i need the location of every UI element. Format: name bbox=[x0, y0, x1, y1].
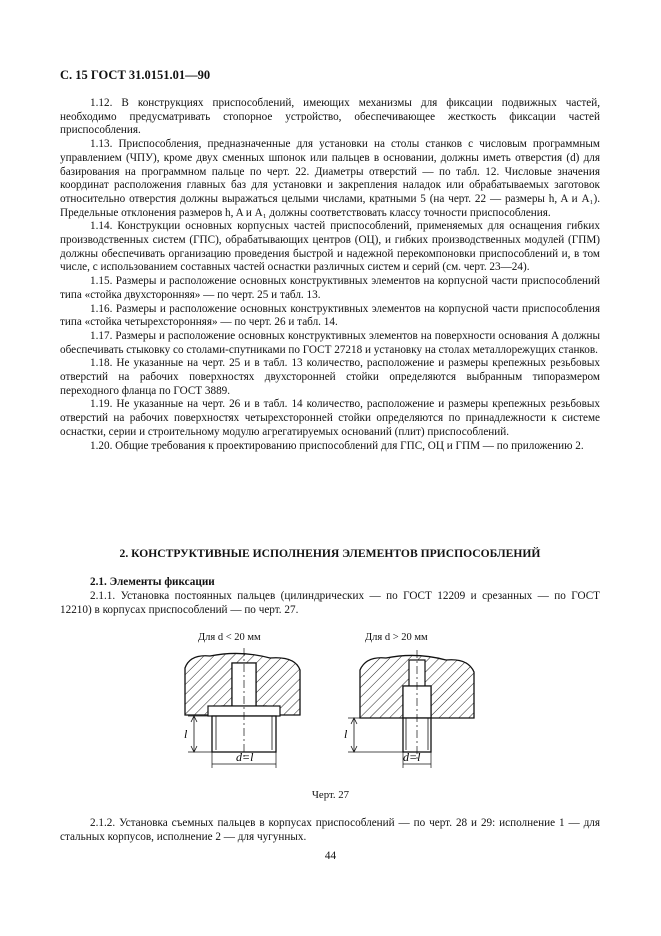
right-dim-l: l bbox=[344, 727, 348, 741]
body-text bbox=[60, 97, 600, 453]
left-figure-caption: Для d < 20 мм bbox=[198, 632, 261, 643]
left-dim-d: d=l bbox=[236, 750, 254, 764]
page-header: С. 15 ГОСТ 31.0151.01—90 bbox=[60, 68, 211, 82]
paragraph-2-1-1-block bbox=[60, 590, 600, 617]
paragraph-1-15: 1.15. Размеры и расположение основных конструктивных элементов на корпусной части приспособлений типа «стойка двухсторонняя» — по черт. 25 и табл. 13. bbox=[60, 275, 600, 301]
paragraph-1-19: 1.19. Не указанные на черт. 26 и в табл. 14 количество, расположение и размеры крепежных резьбовых отверстий на рабочих поверхностях четырехсторонней стойки определяются по принадлежности к системе оснастки, серии и строительному модулю агрегатируемых оснований (плит) приспособлений. bbox=[60, 398, 600, 438]
paragraph-2-1-1: 2.1.1. Установка постоянных пальцев (цилиндрических — по ГОСТ 12209 и срезанных — по ГОСТ 12210) в корпусах приспособлений — по черт. 27. bbox=[60, 590, 600, 616]
paragraph-1-17: 1.17. Размеры и расположение основных конструктивных элементов на поверхности основания А должны обеспечивать стыковку со столами-спутниками по ГОСТ 27218 и установку на столах металлорежущих станков. bbox=[60, 329, 600, 356]
paragraph-1-12: 1.12. В конструкциях приспособлений, имеющих механизмы для фиксации подвижных частей, необходимо предусматривать стопорное устройство, обеспечивающее жесткость фиксации частей приспособления. bbox=[60, 97, 600, 137]
paragraph-1-18: 1.18. Не указанные на черт. 25 и в табл. 13 количество, расположение и размеры крепежных резьбовых отверстий на рабочих поверхностях двухсторонней стойки определяются выбранным типоразмером переходного фланца по ГОСТ 3889. bbox=[60, 357, 600, 397]
paragraph-1-20: 1.20. Общие требования к проектированию приспособлений для ГПС, ОЦ и ГПМ — по приложению 2. bbox=[90, 439, 584, 452]
page-number: 44 bbox=[324, 850, 337, 862]
paragraph-2-1-2: 2.1.2. Установка съемных пальцев в корпусах приспособлений — по черт. 28 и 29: исполнение 1 — для стальных корпусов, исполнение 2 — для чугунных. bbox=[60, 817, 600, 843]
section-title: 2. КОНСТРУКТИВНЫЕ ИСПОЛНЕНИЯ ЭЛЕМЕНТОВ ПРИСПОСОБЛЕНИЙ bbox=[119, 547, 541, 560]
figure-27-drawing bbox=[170, 640, 500, 780]
paragraph-1-14: 1.14. Конструкции основных корпусных частей приспособлений, применяемых для оснащения гибких производственных систем (ГПС), обрабатывающих центров (ОЦ), и гибких производственных модулей (ГПМ) должны обеспечивать организацию проведения быстрой и надежной перекомпоновки приспособлений и, в том числе, с использованием составных частей оснастки различных систем и серий (см. черт. 23—24). bbox=[60, 220, 600, 274]
subsection-title: 2.1. Элементы фиксации bbox=[90, 576, 215, 588]
right-dim-d: d=l bbox=[403, 750, 421, 764]
paragraph-2-1-2-block bbox=[60, 817, 600, 844]
left-dim-l: l bbox=[184, 727, 188, 741]
paragraph-1-13: 1.13. Приспособления, предназначенные для установки на столы станков с числовым программным управлением (ЧПУ), кроме двух сменных шпонок или пальцев в основании, должны иметь отверстия (d) для базирования на программном пальце по черт. 22. Диаметры отверстий — по табл. 12. Числовые значения координат расположения главных баз для установки и закрепления наладок или обрабатываемых заготовок относительно отверстия должны выражаться целыми числами, кратными 5 (на черт. 22 — размеры h, A и A₁). Предельные отклонения размеров h, A и A₁ должны соответствовать классу точности приспособления. bbox=[60, 138, 601, 219]
right-figure-caption: Для d > 20 мм bbox=[365, 632, 428, 643]
figure-caption: Черт. 27 bbox=[311, 789, 350, 801]
paragraph-1-16: 1.16. Размеры и расположение основных конструктивных элементов на корпусной части приспособления типа «стойка четырехсторонняя» — по черт. 26 и табл. 14. bbox=[60, 302, 600, 329]
